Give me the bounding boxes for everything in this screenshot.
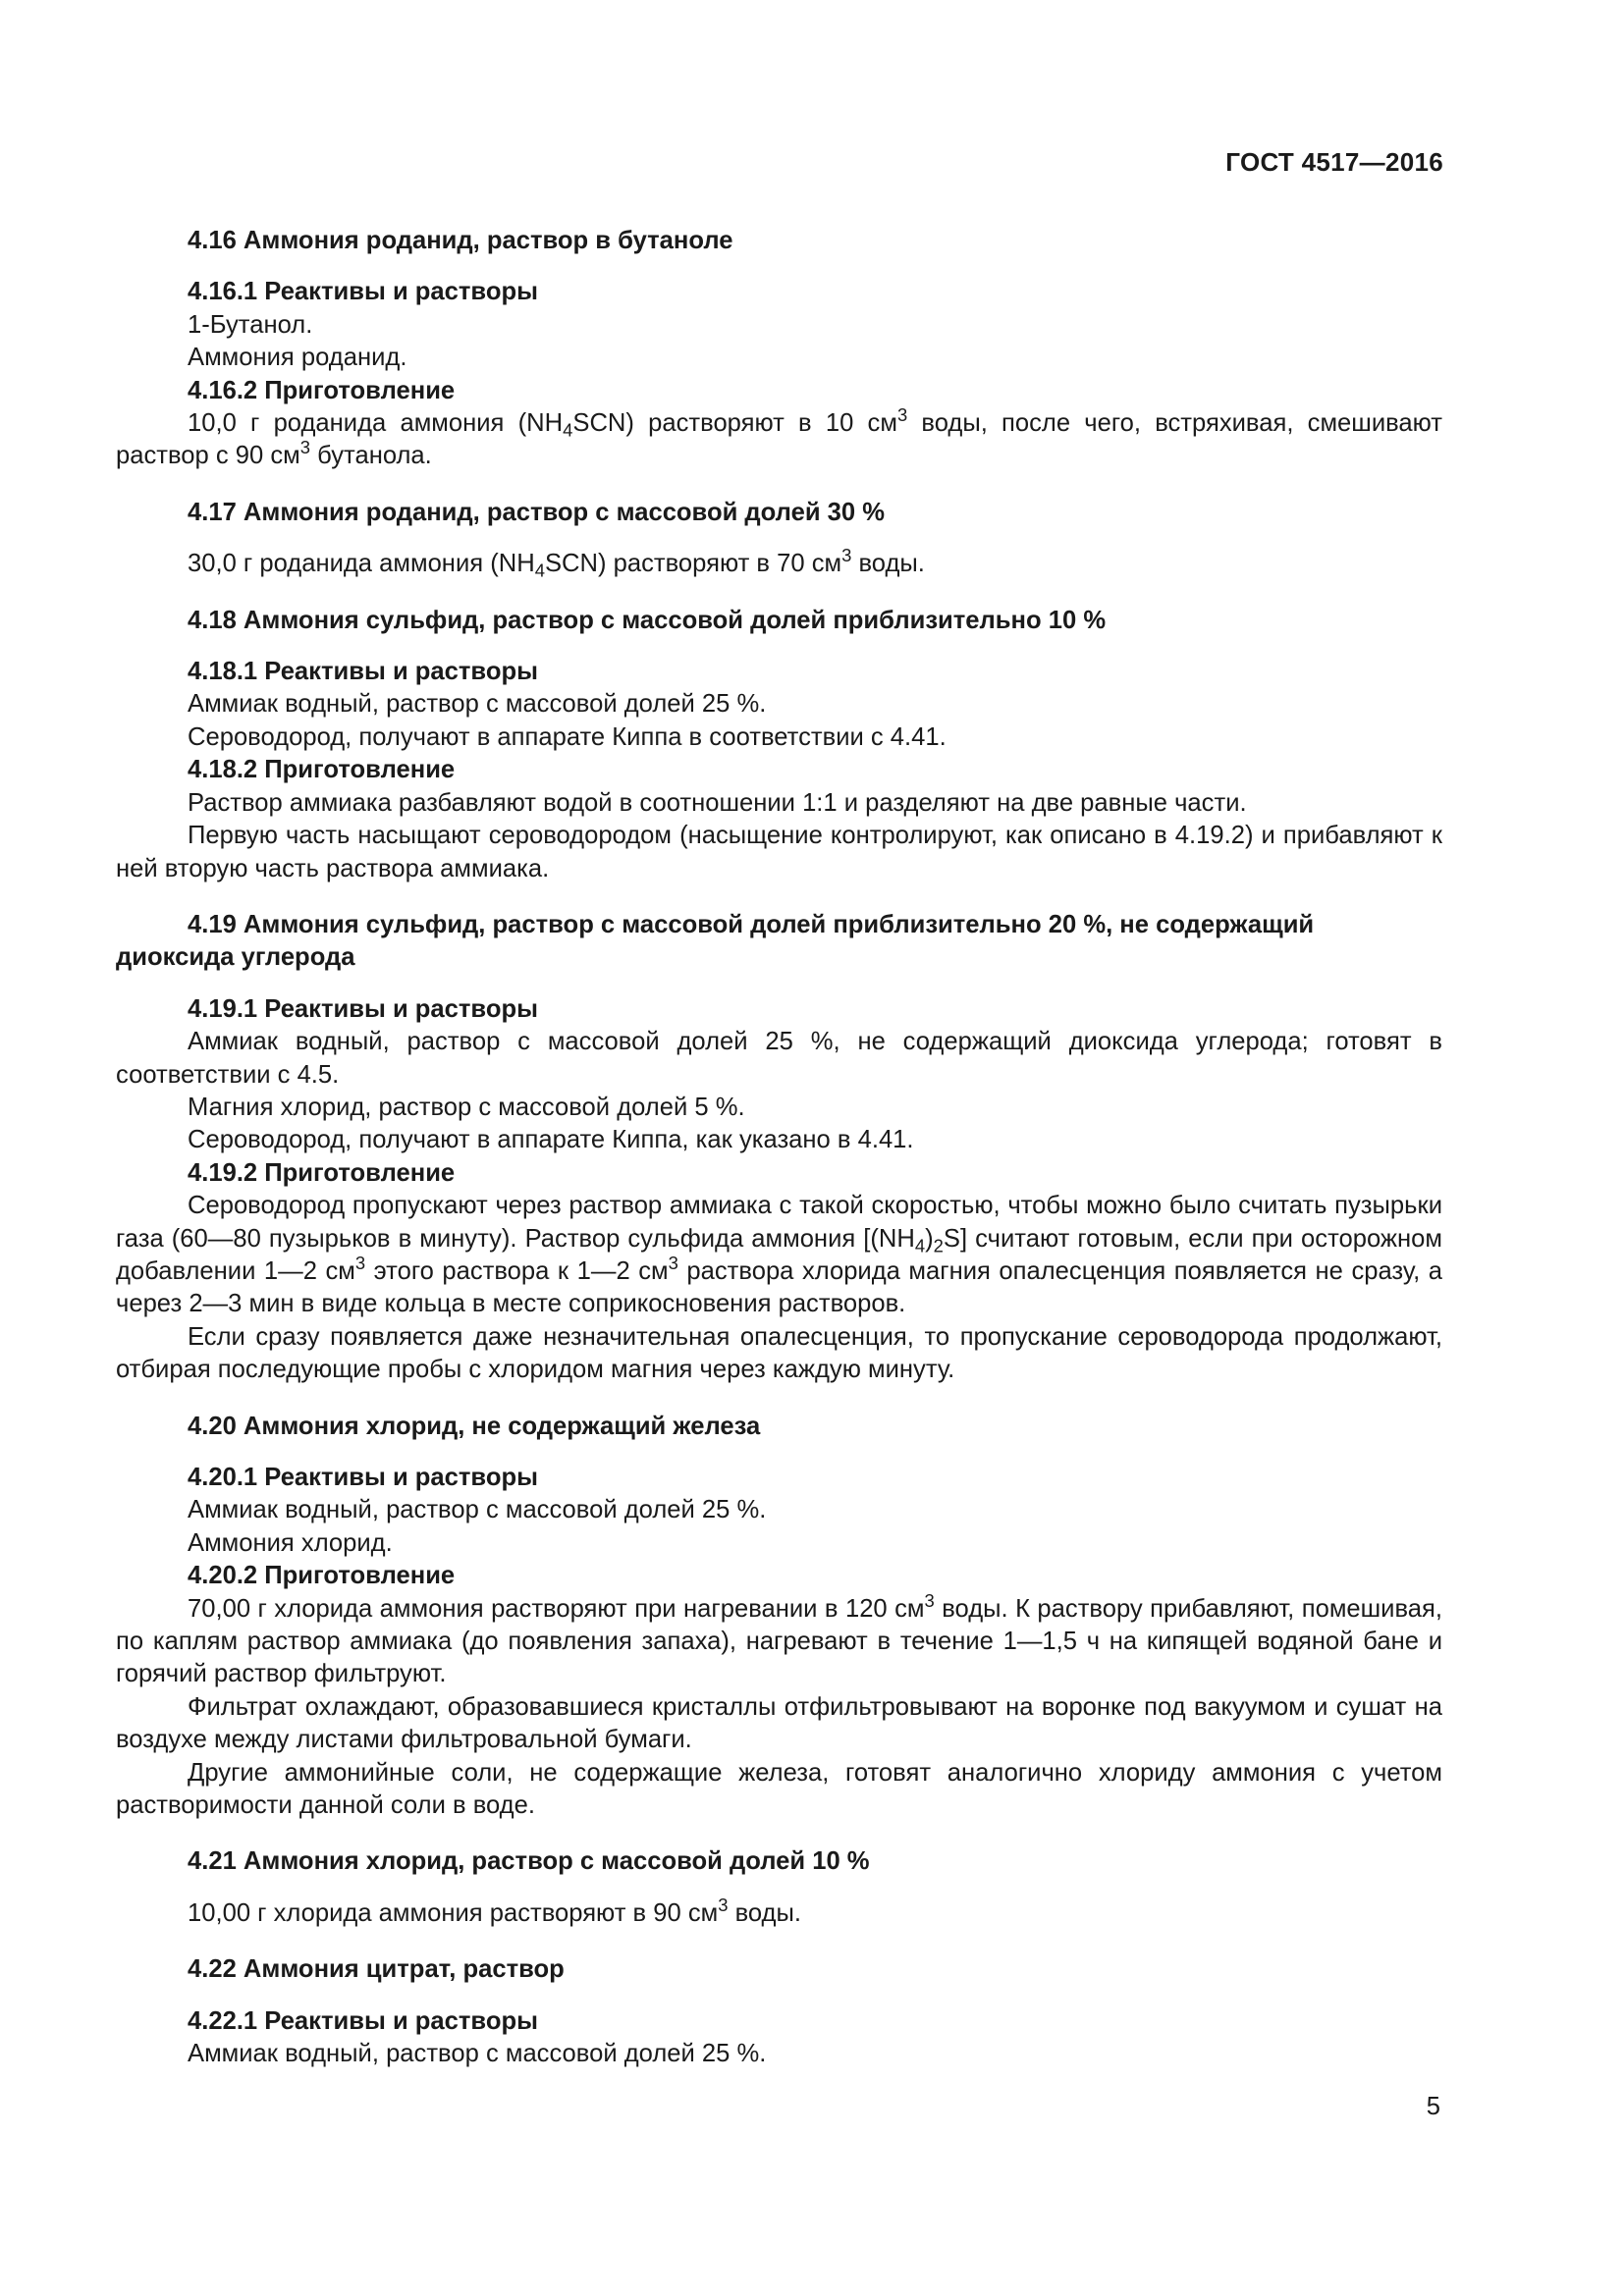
- reagent-line: Сероводород, получают в аппарате Киппа, как указано в 4.41.: [188, 1126, 914, 1154]
- document-body: [116, 225, 1442, 2071]
- section-title-4-16: 4.16 Аммония роданид, раствор в бутаноле: [188, 227, 733, 254]
- reagent-line: Сероводород, получают в аппарате Киппа в соответствии с 4.41.: [188, 722, 947, 751]
- reagent-line: 1-Бутанол.: [188, 310, 313, 339]
- paragraph: Другие аммонийные соли, не содержащие железа, готовят аналогично хлориду аммония с учетом растворимости данной соли в воде.: [116, 1758, 1442, 1820]
- page-number: 5: [1426, 2093, 1440, 2120]
- section-title-4-22: 4.22 Аммония цитрат, раствор: [188, 1955, 565, 1984]
- section-title-4-20: 4.20 Аммония хлорид, не содержащий железа: [188, 1412, 761, 1440]
- paragraph: 10,00 г хлорида аммония растворяют в 90 $см^3$ воды.: [188, 1894, 802, 1927]
- subsection-title-4-19-1: 4.19.1 Реактивы и растворы: [188, 994, 538, 1023]
- subsection-title-4-18-2: 4.18.2 Приготовление: [188, 756, 456, 784]
- reagent-line: Аммония хлорид.: [188, 1528, 393, 1557]
- paragraph: Первую часть насыщают сероводородом (насыщение контролируют, как описано в 4.19.2) и прибавляют к ней вторую часть раствора аммиака.: [116, 822, 1442, 882]
- subsection-title-4-19-2: 4.19.2 Приготовление: [188, 1158, 456, 1187]
- paragraph: Раствор аммиака разбавляют водой в соотношении 1:1 и разделяют на две равные части.: [188, 788, 1247, 817]
- paragraph: Фильтрат охлаждают, образовавшиеся кристаллы отфильтровывают на воронке под вакуумом и сушат на воздухе между листами фильтровальной бумаги.: [116, 1692, 1442, 1754]
- section-title-4-18: 4.18 Аммония сульфид, раствор с массовой долей приблизительно 10 %: [188, 606, 1107, 634]
- paragraph: 10,0 г роданида аммония $(NH_4SCN)$ растворяют в 10 $см^3$ воды, после чего, встряхивая, смешивают раствор с 90 $см^3$ бутанола.: [116, 403, 1443, 470]
- paragraph: 70,00 г хлорида аммония растворяют при нагревании в 120 $см^3$ воды. К раствору прибавляют, помешивая, по каплям раствор аммиака (до появления запаха), нагревают в течение 1—1,5 ч на кипящей водяной бане и горячий раствор фильтруют.: [116, 1589, 1442, 1688]
- reagent-line: Аммиак водный, раствор с массовой долей 25 %.: [188, 690, 767, 719]
- reagent-line: Аммония роданид.: [188, 344, 407, 372]
- section-title-4-19: 4.19 Аммония сульфид, раствор с массовой долей приблизительно 20 %, не содержащий диоксида углерода: [116, 910, 1315, 972]
- subsection-title-4-22-1: 4.22.1 Реактивы и растворы: [188, 2006, 538, 2035]
- section-title-4-17: 4.17 Аммония роданид, раствор с массовой долей 30 %: [188, 498, 886, 526]
- subsection-title-4-20-1: 4.20.1 Реактивы и растворы: [188, 1464, 538, 1491]
- reagent-line: Аммиак водный, раствор с массовой долей 25 %, не содержащий диоксида углерода; готовят в соответствии с 4.5.: [116, 1028, 1442, 1089]
- section-title-4-21: 4.21 Аммония хлорид, раствор с массовой долей 10 %: [188, 1847, 870, 1876]
- paragraph: Сероводород пропускают через раствор аммиака с такой скоростью, чтобы можно было считать пузырьки газа (60—80 пузырьков в минуту). Раствор сульфида аммония $[(NH_4)_2S]$ считают готовым, если при осторожном добавлении 1—2 $см^3$ этого раствора к 1—2 $см^3$ раствора хлорида магния опалесценция появляется не сразу, а через 2—3 мин в виде кольца в месте соприкосновения растворов.: [116, 1192, 1443, 1318]
- subsection-title-4-18-1: 4.18.1 Реактивы и растворы: [188, 658, 538, 686]
- subsection-title-4-16-2: 4.16.2 Приготовление: [188, 376, 456, 404]
- paragraph: Если сразу появляется даже незначительная опалесценция, то пропускание сероводорода продолжают, отбирая последующие пробы с хлоридом магния через каждую минуту.: [116, 1322, 1442, 1384]
- subsection-title-4-20-2: 4.20.2 Приготовление: [188, 1562, 456, 1590]
- document-code: ГОСТ 4517—2016: [1225, 147, 1443, 177]
- reagent-line: Аммиак водный, раствор с массовой долей 25 %.: [188, 1496, 767, 1524]
- reagent-line: Аммиак водный, раствор с массовой долей 25 %.: [188, 2040, 767, 2068]
- reagent-line: Магния хлорид, раствор с массовой долей 5 %.: [188, 1093, 745, 1121]
- paragraph: 30,0 г роданида аммония $(NH_4SCN)$ растворяют в 70 $см^3$ воды.: [188, 545, 925, 581]
- subsection-title-4-16-1: 4.16.1 Реактивы и растворы: [188, 278, 538, 306]
